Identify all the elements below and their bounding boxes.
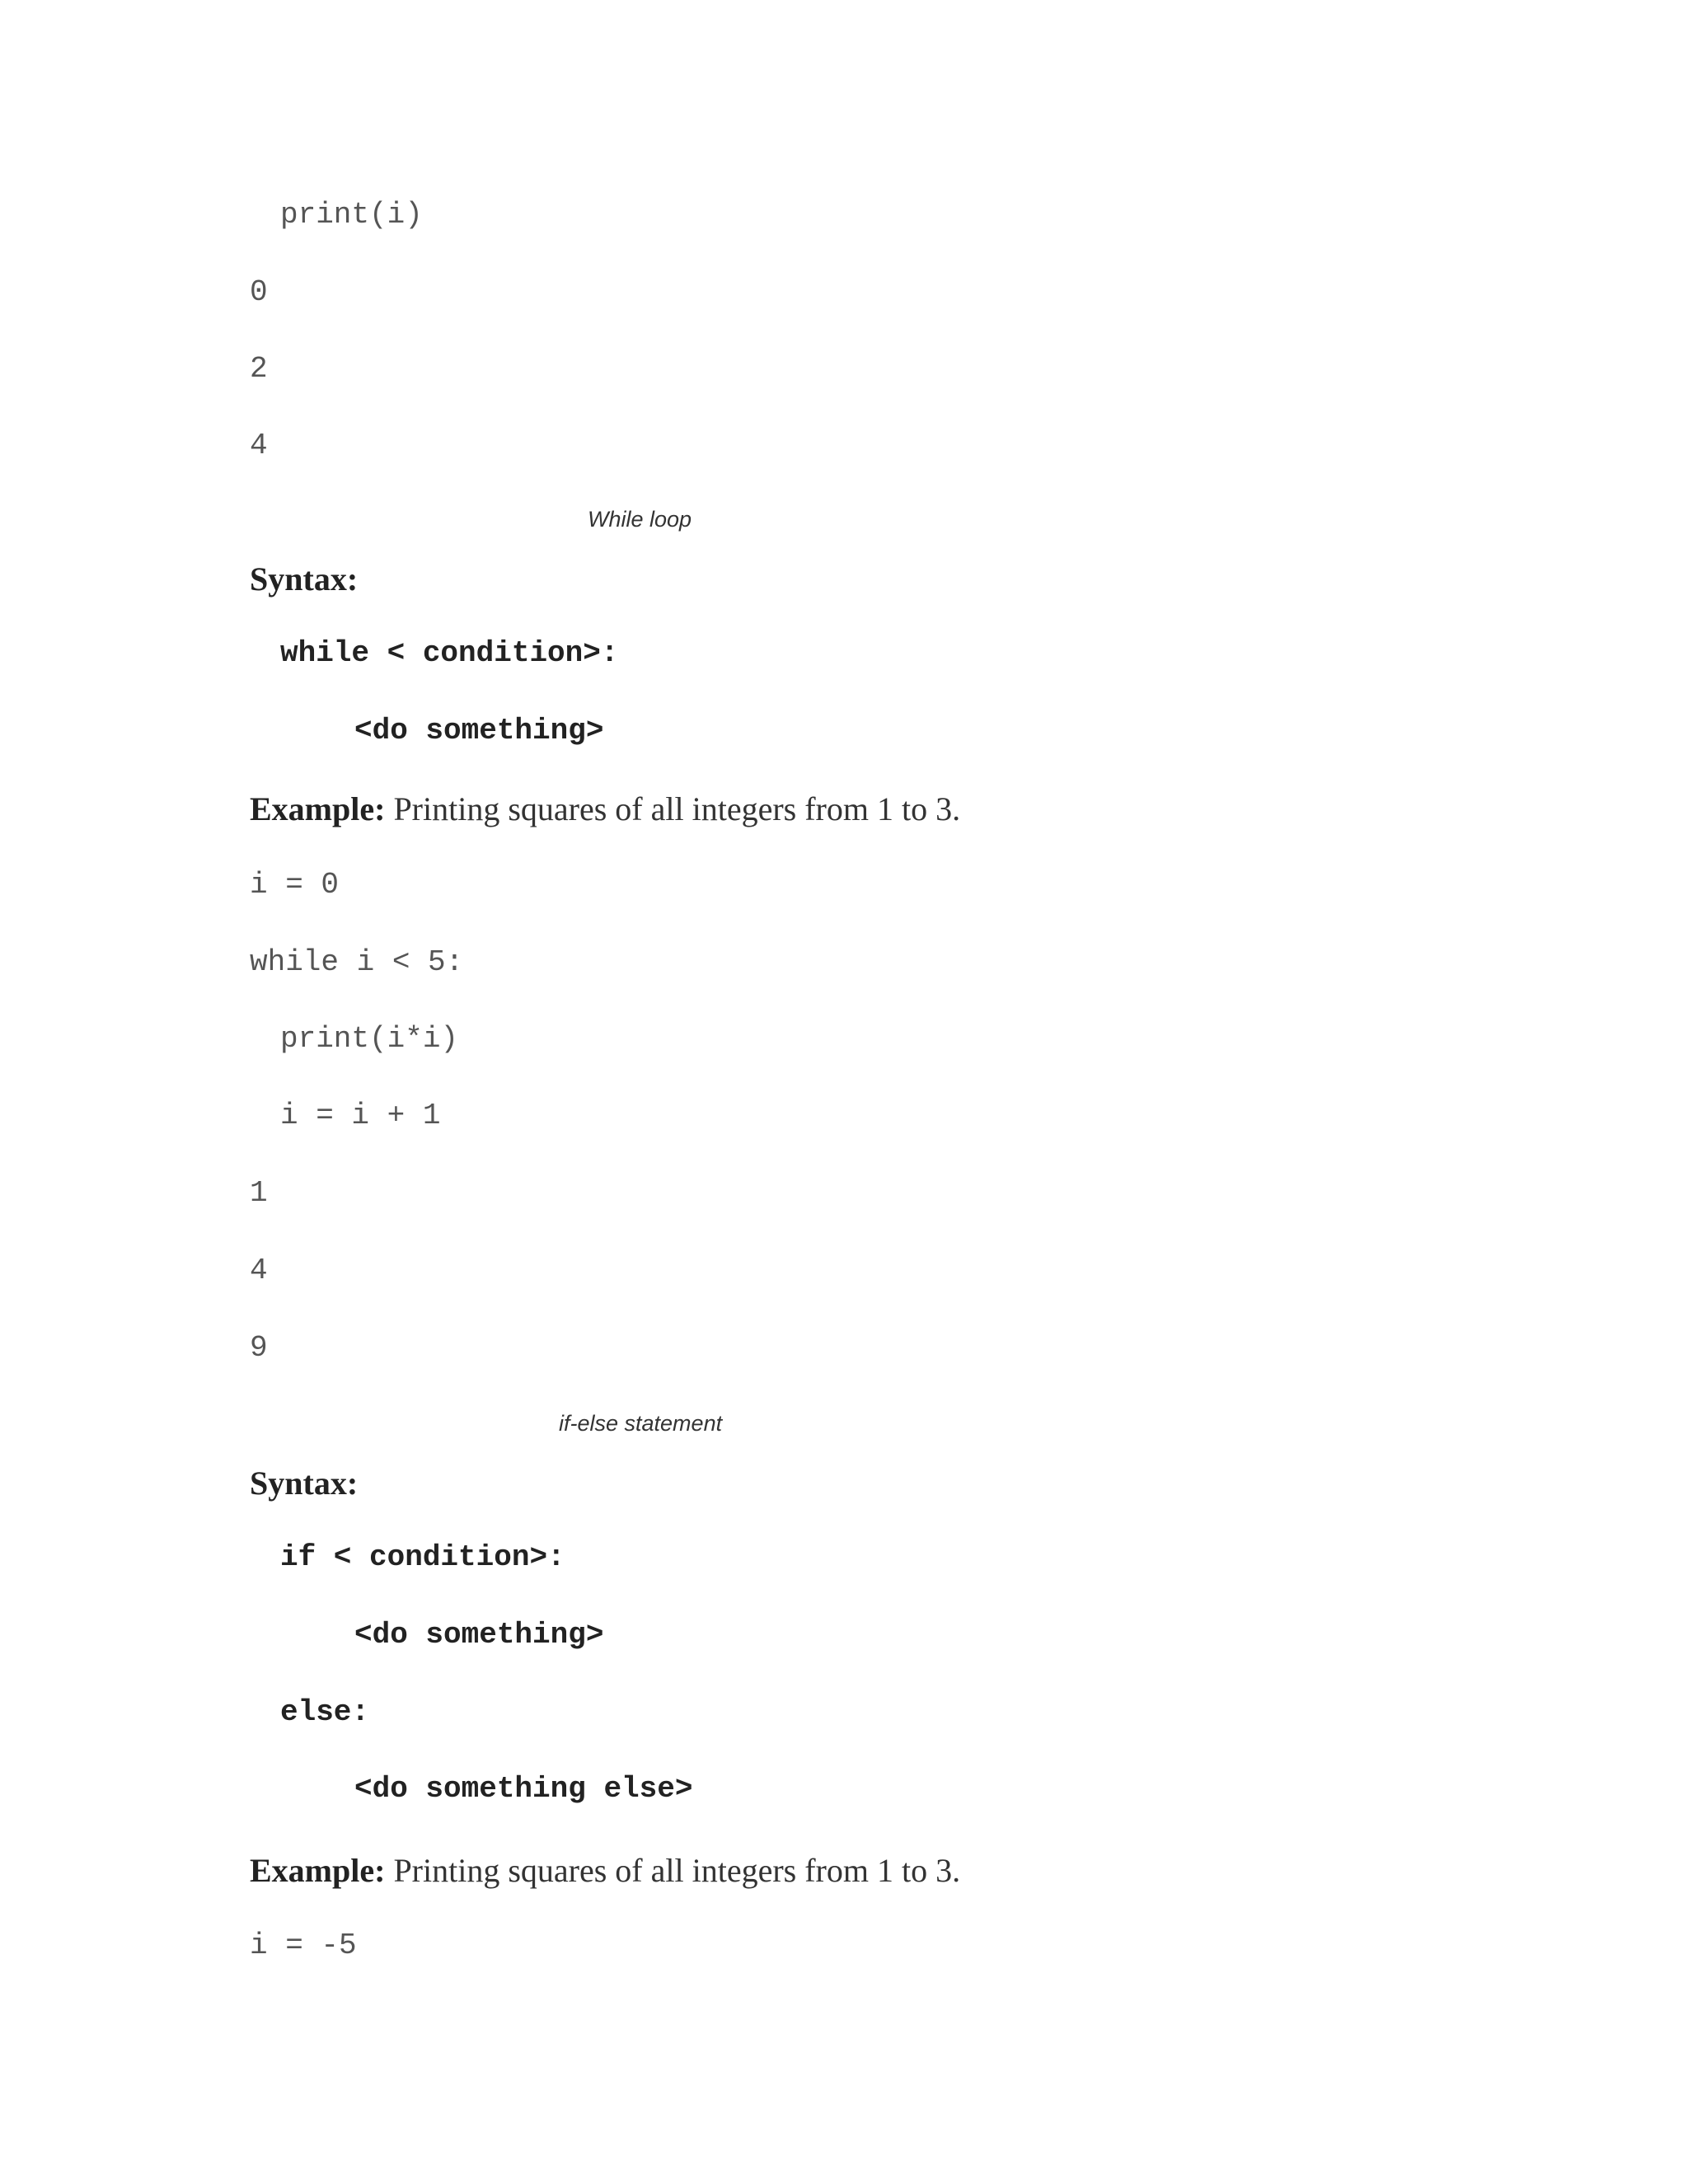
example-paragraph: [250, 790, 961, 827]
section-caption-while-loop: While loop: [588, 507, 692, 532]
syntax-line: while < condition>:: [280, 636, 619, 670]
output-line: 0: [250, 275, 268, 309]
syntax-line: <do something>: [354, 714, 604, 748]
syntax-heading: Syntax:: [250, 1465, 359, 1502]
code-line: print(i*i): [280, 1022, 459, 1056]
syntax-line: <do something>: [354, 1618, 604, 1652]
example-paragraph: [250, 1854, 960, 1887]
code-line-print-i: print(i): [280, 198, 423, 232]
output-line: 4: [250, 1254, 268, 1287]
code-line: while i < 5:: [250, 945, 464, 979]
output-line: 2: [250, 352, 268, 386]
example-text: Printing squares of all integers from 1 to 3.: [385, 1852, 961, 1889]
example-text: Printing squares of all integers from 1 to 3.: [385, 790, 961, 827]
code-line: i = i + 1: [280, 1099, 441, 1132]
example-label: Example:: [250, 790, 386, 827]
syntax-heading: Syntax:: [250, 560, 359, 598]
output-line: 4: [250, 429, 268, 462]
syntax-line: if < condition>:: [280, 1540, 565, 1574]
section-caption-if-else: if-else statement: [559, 1411, 723, 1436]
syntax-line: else:: [280, 1695, 370, 1729]
output-line: 1: [250, 1176, 268, 1210]
output-line: 9: [250, 1331, 268, 1365]
syntax-line: <do something else>: [354, 1772, 693, 1806]
example-label: Example:: [250, 1852, 386, 1889]
code-line: i = 0: [250, 868, 340, 902]
code-line: i = -5: [250, 1929, 357, 1962]
